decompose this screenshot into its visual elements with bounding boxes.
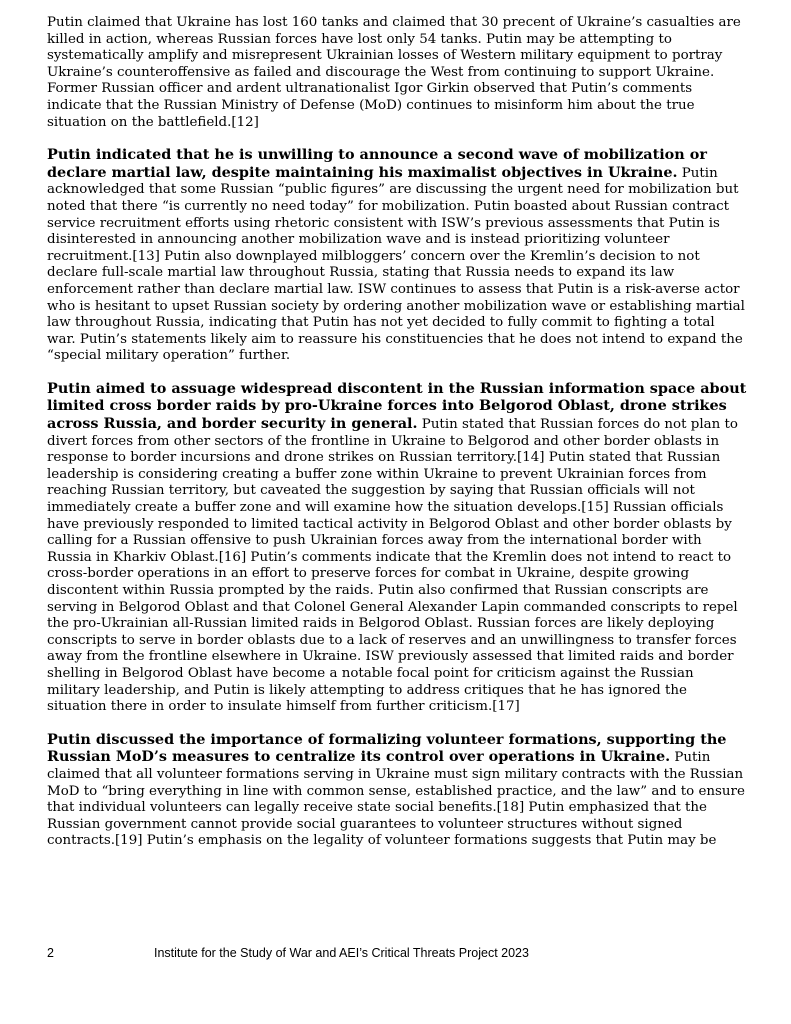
paragraph-2 xyxy=(47,147,747,365)
paragraph-1-body: Putin claimed that Ukraine has lost 160 tanks and claimed that 30 precent of Ukraine’s casualties are killed in action, whereas Russian forces have lost only 54 tanks. Putin may be attempting to systematically amplify and misrepresent Ukrainian losses of Western military equipment to portray Ukraine’s counteroffensive as failed and discourage the West from continuing to support Ukraine. Former Russian officer and ardent ultranationalist Igor Girkin observed that Putin’s comments indicate that the Russian Ministry of Defense (MoD) continues to misinform him about the true situation on the battlefield.[12] xyxy=(47,15,741,130)
paragraph-2-lead: Putin indicated that he is unwilling to announce a second wave of mobilization or declare martial law, despite maintaining his maximalist objectives in Ukraine. xyxy=(47,146,707,181)
footer-organization: Institute for the Study of War and AEI’s Critical Threats Project 2023 xyxy=(154,946,529,960)
paragraph-3 xyxy=(47,381,747,716)
paragraph-4-lead: Putin discussed the importance of formalizing volunteer formations, supporting the Russian MoD’s measures to centralize its control over operations in Ukraine. xyxy=(47,730,727,766)
paragraph-4-body: Putin claimed that all volunteer formations serving in Ukraine must sign military contracts with the Russian MoD to “bring everything in line with common sense, established practice, and the law” and to ensure that individual volunteers can legally receive state social benefits.[18] Putin emphasized that the Russian government cannot provide social guarantees to volunteer structures without signed contracts.[19] Putin’s emphasis on the legality of volunteer formations suggests that Putin may be xyxy=(47,750,745,849)
paragraph-1 xyxy=(47,15,747,131)
paragraph-3-lead: Putin aimed to assuage widespread discontent in the Russian information space about limited cross border raids by pro-Ukraine forces into Belgorod Oblast, drone strikes across Russia, and border security in general. xyxy=(47,379,747,433)
document-body xyxy=(47,15,747,866)
paragraph-3-body: Putin stated that Russian forces do not plan to divert forces from other sectors of the frontline in Ukraine to Belgorod and other border oblasts in response to border incursions and drone strikes on Russian territory.[14] Putin stated that Russian leadership is considering creating a buffer zone within Ukraine to prevent Ukrainian forces from reaching Russian territory, but caveated the suggestion by saying that Russian officials will not immediately create a buffer zone and will examine how the situation develops.[15] Russian officials have previously responded to limited tactical activity in Belgorod Oblast and other border oblasts by calling for a Russian offensive to push Ukrainian forces away from the international border with Russia in Kharkiv Oblast.[16] Putin’s comments indicate that the Kremlin does not intend to react to cross-border operations in an effort to preserve forces for combat in Ukraine, despite growing discontent within Russia prompted by the raids. Putin also confirmed that Russian conscripts are serving in Belgorod Oblast and that Colonel General Alexander Lapin commanded conscripts to repel the pro-Ukrainian all-Russian limited raids in Belgorod Oblast. Russian forces are likely deploying conscripts to serve in border oblasts due to a lack of reserves and an unwillingness to transfer forces away from the frontline elsewhere in Ukraine. ISW previously assessed that limited raids and border shelling in Belgorod Oblast have become a notable focal point for criticism against the Russian military leadership, and Putin is likely attempting to address critiques that he has ignored the situation there in order to insulate himself from further criticism.[17] xyxy=(47,417,738,715)
paragraph-2-body: Putin acknowledged that some Russian “public figures” are discussing the urgent need for mobilization but noted that there “is currently no need today” for mobilization. Putin boasted about Russian contract service recruitment efforts using rhetoric consistent with ISW’s previous assessments that Putin is disinterested in announcing another mobilization wave and is instead prioritizing volunteer recruitment.[13] Putin also downplayed milbloggers’ concern over the Kremlin’s decision to not declare full-scale martial law throughout Russia, stating that Russia needs to expand its law enforcement rather than declare martial law. ISW continues to assess that Putin is a risk-averse actor who is hesitant to upset Russian society by ordering another mobilization wave or establishing martial law throughout Russia, indicating that Putin has not yet decided to fully commit to fighting a total war. Putin’s statements likely aim to reassure his constituencies that he does not intend to expand the “special military operation” further. xyxy=(47,165,745,364)
paragraph-4 xyxy=(47,732,747,850)
page-number: 2 xyxy=(47,946,54,960)
